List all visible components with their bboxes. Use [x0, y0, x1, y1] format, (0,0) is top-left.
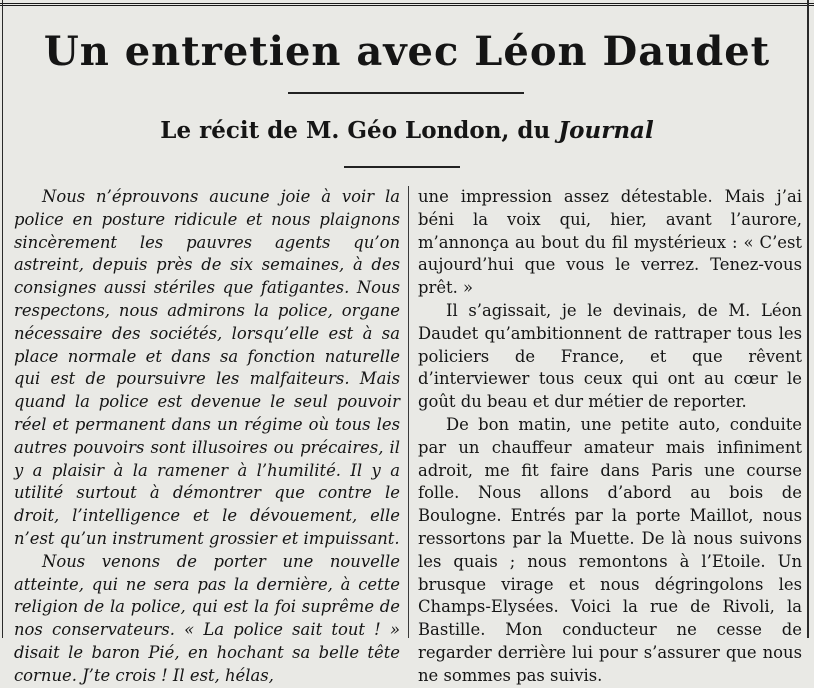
subtitle-rule [344, 166, 460, 168]
column-divider [408, 186, 409, 638]
subtitle [0, 113, 814, 149]
left-paragraph-2: Nous venons de porter une nouvelle atteinte, qui ne sera pas la dernière, à cette religion de la police, qui est la foi suprême de nos conservateurs. « La police sait tout ! » disait le baron Pié, en hochant sa belle tête cornue. J’te crois ! Il est, hélas, [14, 551, 400, 685]
right-paragraph-3: De bon matin, une petite auto, conduite par un chauffeur amateur mais infiniment adroit, me fit faire dans Paris une course folle. Nous allons d’abord au bois de Boulogne. Entrés par la porte Maillot, nous ressortons par la Muette. De là nous suivons les quais ; nous remontons à l’Etoile. Un brusque virage et nous dégringolons les Champs-Elysées. Voici la rue de Rivoli, la Bastille. Mon conducteur ne cesse de regarder derrière lui pour s’assurer que nous ne sommes pas suivis. [418, 414, 802, 685]
column-right [418, 186, 802, 685]
right-paragraph-1: une impression assez détestable. Mais j’ai béni la voix qui, hier, avant l’aurore, m’annonça au bout du fil mystérieux : « C’est aujourd’hui que vous le verrez. Tenez-vous prêt. » [418, 187, 802, 298]
subtitle-text: Le récit de M. Géo London, du [160, 117, 551, 144]
left-paragraph-1: Nous n’éprouvons aucune joie à voir la police en posture ridicule et nous plaignons sincèrement les pauvres agents qu’on astreint, depuis près de six semaines, à des consignes aussi stériles que fatigantes. Nous respectons, nous admirons la police, organe nécessaire des sociétés, lorsqu’elle est à sa place normale et dans sa fonction naturelle qui est de poursuivre les malfaiteurs. Mais quand la police est devenue le seul pouvoir réel et permanent dans un régime où tous les autres pouvoirs sont illusoires ou précaires, il y a plaisir à la ramener à l’humilité. Il y a utilité surtout à démontrer que contre le droit, l’intelligence et le dévouement, elle n’est qu’un instrument grossier et impuissant. [14, 187, 400, 548]
right-border-rule [807, 0, 809, 638]
subtitle-journal: Journal [558, 117, 654, 144]
headline: Un entretien avec Léon Daudet [43, 28, 771, 75]
top-border-rule [0, 3, 814, 6]
left-border-rule [2, 0, 3, 638]
headline-rule [288, 92, 524, 94]
right-paragraph-2: Il s’agissait, je le devinais, de M. Léon Daudet qu’ambitionnent de rattraper tous les policiers de France, et que rêvent d’interviewer tous ceux qui ont au cœur le goût du beau et dur métier de reporter. [418, 300, 802, 412]
column-left [14, 186, 400, 685]
